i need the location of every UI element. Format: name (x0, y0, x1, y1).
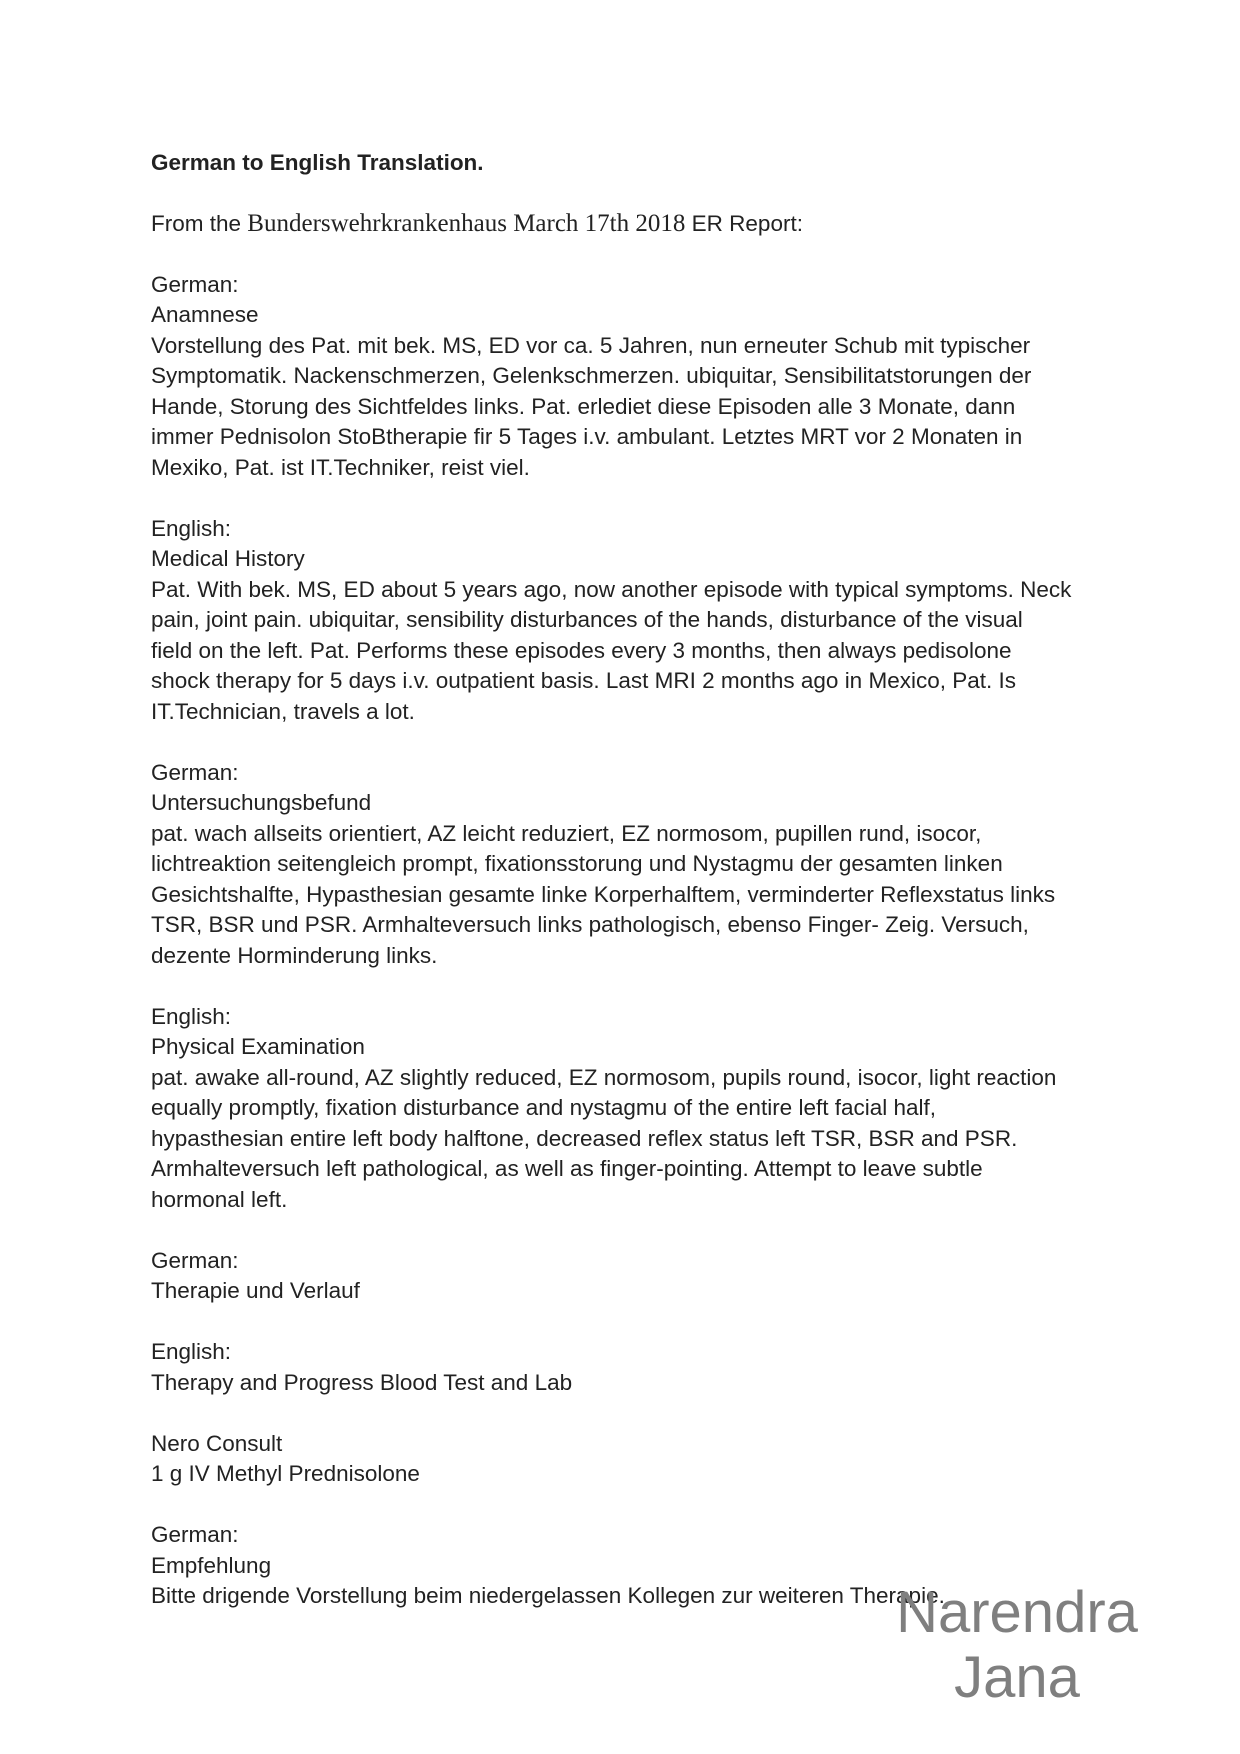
section-line: hormonal left. (151, 1186, 288, 1212)
section-german-therapie (151, 1246, 1111, 1307)
section-heading: Therapy and Progress Blood Test and Lab (151, 1369, 573, 1395)
section-line: pain, joint pain. ubiquitar, sensibility disturbances of the hands, disturbance of the visual (151, 607, 1023, 632)
section-heading: Untersuchungsbefund (151, 790, 372, 815)
section-language-label: English: (151, 1003, 232, 1029)
section-language-label: English: (151, 1339, 232, 1364)
section-line: immer Pednisolon StoBtherapie fir 5 Tages i.v. ambulant. Letztes MRT vor 2 Monaten in (151, 424, 1023, 449)
section-line: lichtreaktion seitengleich prompt, fixationsstorung und Nystagmu der gesamten linken (151, 851, 1003, 876)
section-heading: Medical History (151, 546, 305, 571)
section-line: pat. awake all-round, AZ slightly reduced, EZ normosom, pupils round, isocor, light reaction (151, 1064, 1057, 1090)
section-german-untersuchungsbefund (151, 758, 1111, 972)
section-heading: 1 g IV Methyl Prednisolone (151, 1461, 420, 1486)
section-line: Pat. With bek. MS, ED about 5 years ago, now another episode with typical symptoms. Neck (151, 576, 1072, 602)
section-language-label: German: (151, 1247, 239, 1273)
section-english-therapy (151, 1337, 1111, 1398)
section-line: shock therapy for 5 days i.v. outpatient basis. Last MRI 2 months ago in Mexico, Pat. Is (151, 668, 1016, 693)
section-heading: Empfehlung (151, 1552, 272, 1578)
section-line: pat. wach allseits orientiert, AZ leicht reduziert, EZ normosom, pupillen rund, isocor, (151, 820, 982, 846)
section-line: Armhalteversuch left pathological, as well as finger-pointing. Attempt to leave subtle (151, 1156, 983, 1181)
section-line: equally promptly, fixation disturbance and nystagmu of the entire left facial half, (151, 1095, 937, 1120)
source-suffix: ER Report: (691, 210, 803, 236)
section-line: Mexiko, Pat. ist IT.Techniker, reist viel. (151, 454, 530, 480)
section-line: Vorstellung des Pat. mit bek. MS, ED vor ca. 5 Jahren, nun erneuter Schub mit typischer (151, 332, 1031, 358)
document-body (151, 148, 1111, 1612)
source-name: Bunderswehrkrankenhaus March 17th 2018 (247, 209, 686, 237)
section-line: Bitte drigende Vorstellung beim niedergelassen Kollegen zur weiteren Therapie. (151, 1583, 945, 1608)
section-heading: Anamnese (151, 302, 259, 327)
section-english-medical-history (151, 514, 1111, 728)
section-nero-consult (151, 1429, 1111, 1490)
section-line: Gesichtshalfte, Hypasthesian gesamte linke Korperhalftem, verminderter Reflexstatus links (151, 881, 1056, 907)
section-line: field on the left. Pat. Performs these episodes every 3 months, then always pedisolone (151, 637, 1012, 663)
watermark-line-2: Jana (954, 1645, 1080, 1710)
section-german-anamnese (151, 270, 1111, 484)
source-line (151, 209, 1111, 240)
section-language-label: German: (151, 271, 239, 297)
section-line: hypasthesian entire left body halftone, decreased reflex status left TSR, BSR and PSR. (151, 1125, 1018, 1151)
section-heading: Therapie und Verlauf (151, 1278, 360, 1303)
section-language-label: English: (151, 515, 232, 541)
section-language-label: Nero Consult (151, 1430, 283, 1456)
section-line: Symptomatik. Nackenschmerzen, Gelenkschmerzen. ubiquitar, Sensibilitatstorungen der (151, 363, 1032, 388)
section-line: dezente Horminderung links. (151, 942, 438, 968)
section-line: TSR, BSR und PSR. Armhalteversuch links pathologisch, ebenso Finger- Zeig. Versuch, (151, 912, 1029, 937)
section-language-label: German: (151, 759, 239, 785)
section-line: IT.Technician, travels a lot. (151, 698, 415, 724)
section-heading: Physical Examination (151, 1034, 365, 1059)
source-prefix: From the (151, 210, 242, 236)
watermark-line-1: Narendra (896, 1580, 1138, 1645)
section-line: Hande, Storung des Sichtfeldes links. Pat. erlediet diese Episoden alle 3 Monate, dann (151, 393, 1016, 419)
section-language-label: German: (151, 1522, 239, 1547)
section-english-physical-examination (151, 1002, 1111, 1216)
document-title: German to English Translation. (151, 150, 484, 175)
